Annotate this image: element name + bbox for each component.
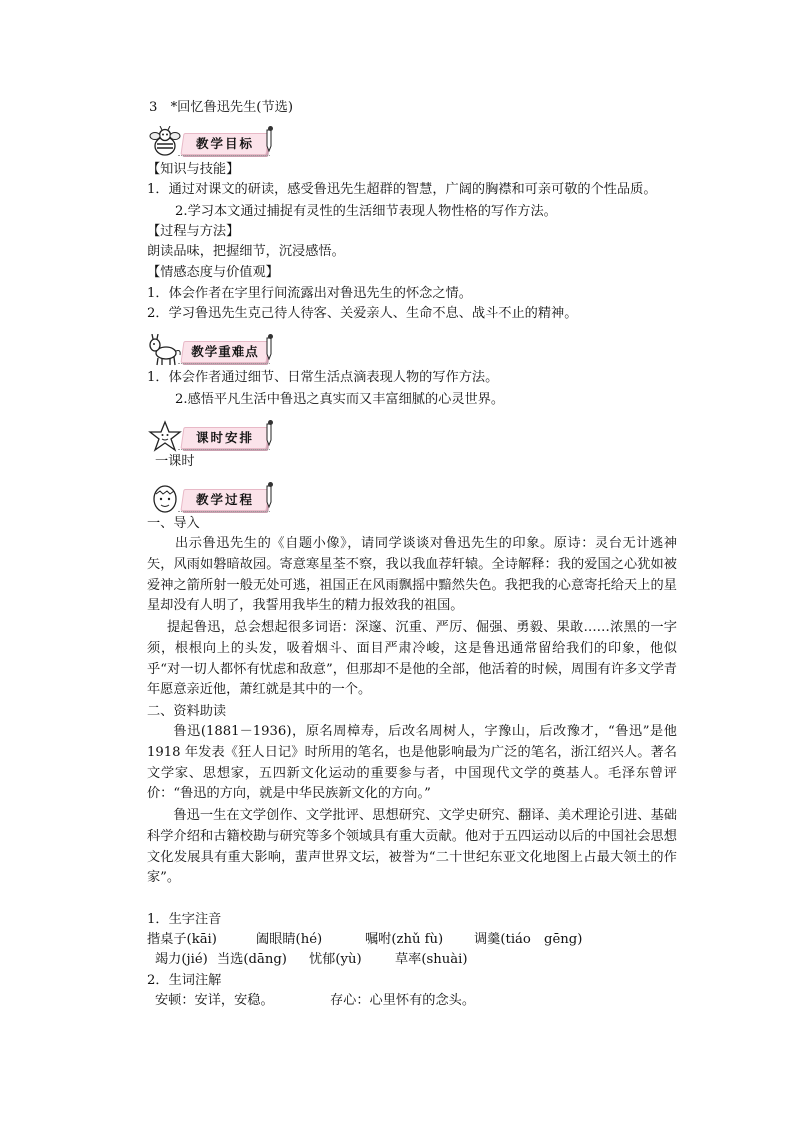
banner-dot — [268, 126, 273, 131]
emotion-heading: 【情感态度与价值观】 — [147, 265, 279, 280]
pinyin-item: 竭力(jié) — [155, 952, 208, 967]
donkey-mascot-icon — [148, 334, 182, 366]
emotion-item-2: 2．学习鲁迅先生克己待人待客、关爱亲人、生命不息、战斗不止的精神。 — [147, 306, 578, 321]
knowledge-item-2: 2.学习本文通过捕捉有灵性的生活细节表现人物性格的写作方法。 — [175, 204, 557, 219]
star-mascot-icon — [148, 420, 182, 452]
material-heading: 二、资料助读 — [147, 704, 227, 719]
pinyin-item: 阖眼睛(hé) — [256, 932, 323, 947]
pinyin-item: 忧郁(yù) — [309, 952, 362, 967]
banner-label: 教学目标 — [195, 136, 254, 151]
pencil-icon — [264, 336, 274, 360]
pinyin-item: 当选(dāng) — [217, 952, 287, 967]
banner-underline — [178, 449, 270, 450]
pinyin-row-2 — [155, 950, 468, 970]
pinyin-item: 嘱咐(zhǔ fù) — [365, 932, 444, 947]
pinyin-item: 揩桌子(kāi) — [147, 932, 217, 947]
glossary-heading: 2．生词注解 — [147, 973, 222, 988]
pinyin-item: 调羹(tiáo gēng) — [474, 932, 583, 947]
key-point-2: 2.感悟平凡生活中鲁迅之真实而又丰富细腻的心灵世界。 — [175, 392, 505, 407]
banner-label: 教学重难点 — [191, 344, 259, 359]
section-banner-process — [148, 482, 274, 516]
process-item-1: 朗读品味，把握细节，沉浸感悟。 — [147, 244, 345, 259]
banner-underline — [178, 511, 270, 512]
emotion-item-1: 1．体会作者在字里行间流露出对鲁迅先生的怀念之情。 — [147, 286, 472, 301]
knowledge-heading: 【知识与技能】 — [147, 162, 240, 177]
banner-label-box — [180, 341, 269, 363]
intro-paragraph-2: 提起鲁迅，总会想起很多词语：深邃、沉重、严厉、倔强、勇毅、果敢……浓黑的一字须，根根向上的头发，吸着烟斗、面目严肃冷峻，这是鲁迅通常留给我们的印象，他似乎“对一切人都怀有忧虑和敌意”，但那却不是他的全部，他活着的时候，周围有许多文学青年愿意亲近他，萧红就是其中的一个。 — [147, 620, 677, 698]
section-banner-key-points — [148, 334, 274, 368]
banner-dot — [268, 420, 273, 425]
bee-mascot-icon — [148, 126, 182, 158]
pinyin-item: 草率(shuài) — [395, 952, 468, 967]
glossary-row — [155, 991, 475, 1011]
egg-mascot-icon — [148, 482, 182, 514]
intro-paragraph-1: 出示鲁迅先生的《自题小像》，请同学谈谈对鲁迅先生的印象。原诗：灵台无计逃神矢，风雨如磐暗故园。寄意寒星荃不察，我以我血荐轩辕。全诗解释：我的爱国之心犹如被爱神之箭所射一般无处可逃，祖国正在风雨飘摇中黯然失色。我把我的心意寄托给天上的星星却没有人明了，我誓用我毕生的精力报效我的祖国。 — [147, 536, 677, 614]
banner-underline — [178, 363, 270, 364]
pinyin-heading: 1．生字注音 — [147, 912, 222, 927]
process-heading: 【过程与方法】 — [147, 224, 240, 239]
pencil-icon — [264, 422, 274, 446]
section-banner-schedule — [148, 420, 274, 454]
pencil-icon — [264, 484, 274, 508]
banner-label: 教学过程 — [195, 492, 254, 507]
lesson-title: 3 *回忆鲁迅先生(节选) — [149, 100, 293, 115]
material-paragraph-2: 鲁迅一生在文学创作、文学批评、思想研究、文学史研究、翻译、美术理论引进、基础科学介绍和古籍校勘与研究等多个领域具有重大贡献。他对于五四运动以后的中国社会思想文化发展具有重大影响，蜚声世界文坛，被誉为“二十世纪东亚文化地图上占最大领土的作家”。 — [147, 808, 677, 886]
glossary-item: 安顿：安详，安稳。 — [155, 993, 274, 1008]
pencil-icon — [264, 128, 274, 152]
glossary-item: 存心：心里怀有的念头。 — [330, 993, 476, 1008]
intro-heading: 一、导入 — [147, 516, 200, 531]
banner-label-box — [180, 427, 269, 449]
banner-underline — [178, 155, 270, 156]
banner-label-box — [180, 489, 269, 511]
schedule-text: 一课时 — [155, 454, 195, 469]
banner-dot — [268, 334, 273, 339]
banner-dot — [268, 482, 273, 487]
banner-label-box — [180, 133, 269, 155]
pinyin-row-1 — [147, 930, 582, 950]
material-paragraph-1: 鲁迅(1881－1936)，原名周樟寿，后改名周树人，字豫山，后改豫才，“鲁迅”是他 1918 年发表《狂人日记》时所用的笔名，也是他影响最为广泛的笔名，浙江绍兴人。著名文学家、思想家，五四新文化运动的重要参与者，中国现代文学的奠基人。毛泽东曾评价：“鲁迅的方向，就是中华民族新文化的方向。” — [147, 724, 677, 802]
knowledge-item-1: 1．通过对课文的研读，感受鲁迅先生超群的智慧，广阔的胸襟和可亲可敬的个性品质。 — [147, 182, 657, 197]
banner-label: 课时安排 — [195, 430, 254, 445]
key-point-1: 1．体会作者通过细节、日常生活点滴表现人物的写作方法。 — [147, 370, 499, 385]
section-banner-goals — [148, 126, 274, 160]
